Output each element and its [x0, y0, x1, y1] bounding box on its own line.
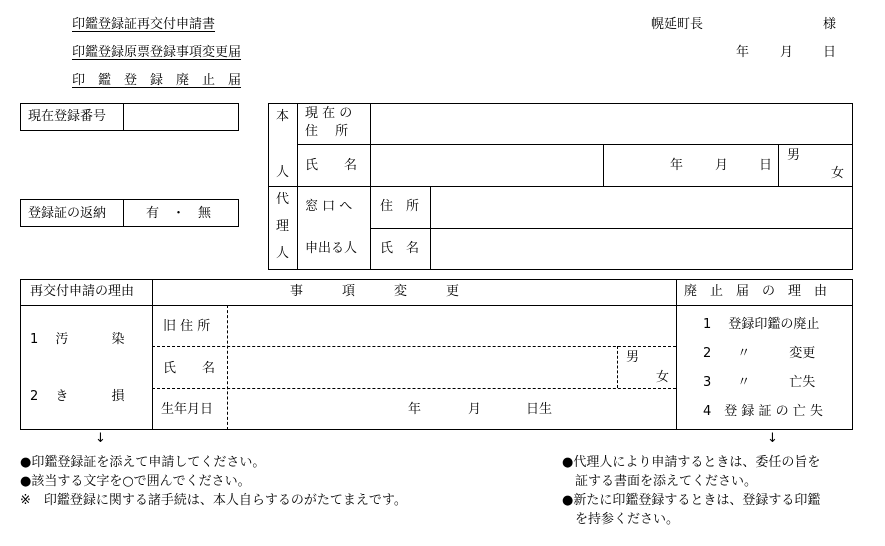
registration-number-label: 現在登録番号	[28, 109, 107, 124]
addressee: 幌延町長	[651, 17, 704, 32]
proxy-section-char2: 理	[276, 219, 290, 234]
old-address-label: 旧 住 所	[163, 319, 211, 334]
changes-birth-day: 日生	[526, 402, 553, 417]
reissue-reason-damaged[interactable]: 2 き 損	[30, 389, 125, 404]
registration-number-field[interactable]	[128, 110, 234, 124]
changes-name-field[interactable]	[232, 351, 613, 385]
applicant-address-label-line1: 現 在 の	[305, 106, 353, 121]
note-right-3: ●新たに印鑑登録するときは、登録する印鑑	[562, 493, 821, 508]
proxy-window-label1: 窓 口 へ	[305, 199, 353, 214]
changes-birth-year: 年	[408, 402, 422, 417]
date-month-label: 月	[780, 45, 794, 60]
changes-gender-female[interactable]: 女	[656, 370, 670, 385]
proxy-window-label2: 申出る人	[305, 241, 358, 256]
title-reissue-application: 印鑑登録証再交付申請書	[72, 17, 216, 32]
applicant-address-label-line2: 住 所	[305, 124, 349, 139]
title-change-notification: 印鑑登録原票登録事項変更届	[72, 45, 242, 60]
applicant-address-field[interactable]	[375, 106, 849, 140]
applicant-name-label: 氏 名	[305, 158, 358, 173]
certificate-return-label: 登録証の返納	[28, 206, 107, 221]
date-year-label: 年	[736, 45, 750, 60]
applicant-birth-day: 日	[759, 158, 773, 173]
note-right-2: 証する書面を添えてください。	[575, 474, 758, 489]
arrow-down-right-icon: ↓	[767, 431, 778, 446]
proxy-section-char3: 人	[276, 246, 290, 261]
title-abolition-notification: 印 鑑 登 録 廃 止 届	[72, 73, 242, 88]
changes-birth-month: 月	[468, 402, 482, 417]
proxy-name-field[interactable]	[435, 232, 849, 266]
changes-header: 事 項 変 更	[290, 284, 460, 299]
applicant-section-char1: 本	[276, 109, 290, 124]
abolition-reason-4[interactable]: 4 登 録 証 の 亡 失	[703, 404, 823, 419]
proxy-name-label: 氏 名	[380, 241, 420, 256]
abolition-reason-3[interactable]: 3 〃 亡失	[703, 375, 816, 390]
abolition-reason-2[interactable]: 2 〃 変更	[703, 346, 816, 361]
changes-birth-label: 生年月日	[161, 402, 214, 417]
changes-name-label: 氏 名	[163, 361, 216, 376]
changes-gender-male[interactable]: 男	[626, 350, 640, 365]
abolition-reason-1[interactable]: 1 登録印鑑の廃止	[703, 317, 820, 332]
note-right-4: を持参ください。	[575, 512, 680, 527]
old-address-field[interactable]	[232, 309, 672, 343]
note-right-1: ●代理人により申請するときは、委任の旨を	[562, 455, 821, 470]
applicant-gender-female[interactable]: 女	[831, 166, 845, 181]
note-left-3: ※ 印鑑登録に関する諸手続は、本人自らするのがたてまえです。	[20, 493, 407, 508]
reissue-reason-soiled[interactable]: 1 汚 染	[30, 332, 125, 347]
note-left-1: ●印鑑登録証を添えて申請してください。	[20, 455, 266, 470]
note-left-2: ●該当する文字を○で囲んでください。	[20, 474, 251, 489]
reissue-reason-header: 再交付申請の理由	[30, 284, 135, 299]
abolition-reason-header: 廃 止 届 の 理 由	[684, 284, 828, 299]
applicant-birth-month: 月	[715, 158, 729, 173]
applicant-section-char2: 人	[276, 165, 290, 180]
applicant-gender-male[interactable]: 男	[787, 148, 801, 163]
proxy-address-field[interactable]	[435, 190, 849, 224]
honorific: 様	[823, 17, 837, 32]
arrow-down-left-icon: ↓	[95, 431, 106, 446]
applicant-name-field[interactable]	[375, 148, 599, 182]
proxy-section-char1: 代	[276, 192, 290, 207]
certificate-return-options[interactable]: 有 ・ 無	[146, 206, 212, 221]
proxy-address-label: 住 所	[380, 199, 420, 214]
date-day-label: 日	[823, 45, 837, 60]
applicant-birth-year: 年	[670, 158, 684, 173]
